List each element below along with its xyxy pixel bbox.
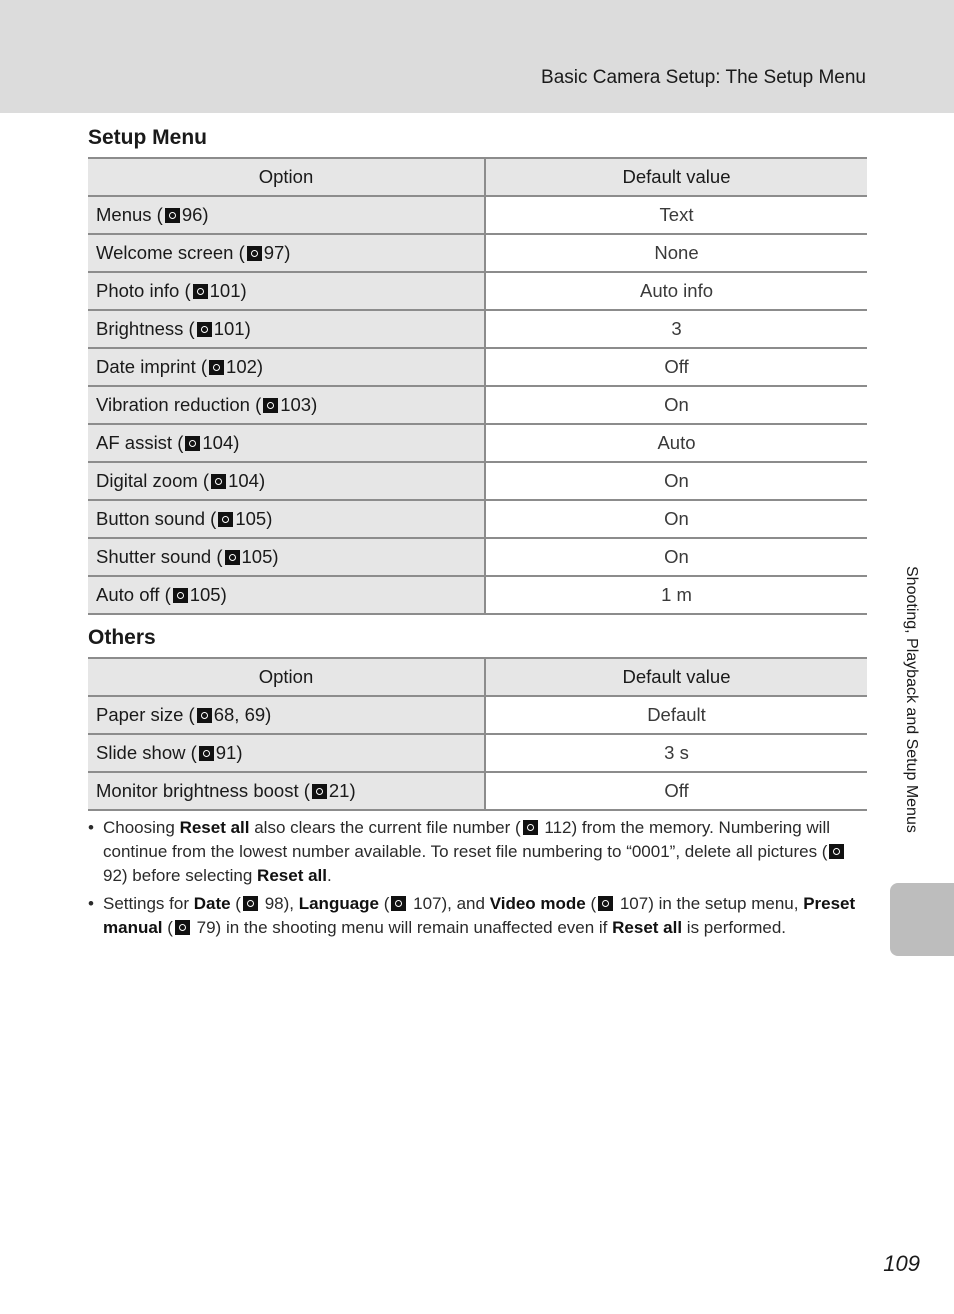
- page-reference-icon: [225, 550, 240, 565]
- page-reference-icon: [243, 896, 258, 911]
- others-table: [88, 657, 867, 811]
- page-reference-icon: [193, 284, 208, 299]
- default-value-cell: On: [485, 538, 867, 576]
- default-value-cell: On: [485, 500, 867, 538]
- table-header-row: [88, 658, 867, 696]
- side-section-label: Shooting, Playback and Setup Menus: [903, 566, 920, 833]
- page-reference-icon: [165, 208, 180, 223]
- note-reset-file-number: • Choosing Reset all also clears the current file number ( 112) from the memory. Numbering will continue from the lowest number available. To reset file numbering to “0001”, delete all pictures ( 92) before selecting Reset all.: [88, 816, 868, 888]
- others-title: Others: [88, 626, 156, 649]
- page-reference-icon: [209, 360, 224, 375]
- table-row: [88, 310, 867, 348]
- option-cell: Button sound ( 105): [88, 500, 485, 538]
- side-section-tab: [890, 883, 954, 956]
- option-column-header: Option: [88, 658, 485, 696]
- default-value-cell: 1 m: [485, 576, 867, 614]
- option-cell: Brightness ( 101): [88, 310, 485, 348]
- page-reference-icon: [173, 588, 188, 603]
- default-value-cell: Auto info: [485, 272, 867, 310]
- option-cell: Welcome screen ( 97): [88, 234, 485, 272]
- header-title: Basic Camera Setup: The Setup Menu: [541, 67, 866, 88]
- table-row: [88, 424, 867, 462]
- option-column-header: Option: [88, 158, 485, 196]
- default-value-column-header: Default value: [485, 158, 867, 196]
- note-unaffected-settings: • Settings for Date ( 98), Language ( 107), and Video mode ( 107) in the setup menu, Preset manual ( 79) in the shooting menu will remain unaffected even if Reset all is performed.: [88, 892, 868, 940]
- table-row: [88, 576, 867, 614]
- option-cell: Vibration reduction ( 103): [88, 386, 485, 424]
- default-value-cell: Text: [485, 196, 867, 234]
- option-cell: Date imprint ( 102): [88, 348, 485, 386]
- default-value-cell: On: [485, 462, 867, 500]
- page-reference-icon: [598, 896, 613, 911]
- default-value-column-header: Default value: [485, 658, 867, 696]
- setup-menu-table: [88, 157, 867, 615]
- default-value-cell: Auto: [485, 424, 867, 462]
- option-cell: Shutter sound ( 105): [88, 538, 485, 576]
- page-reference-icon: [211, 474, 226, 489]
- table-row: [88, 348, 867, 386]
- page-reference-icon: [391, 896, 406, 911]
- setup-menu-title: Setup Menu: [88, 126, 207, 149]
- page-reference-icon: [197, 708, 212, 723]
- option-cell: Slide show ( 91): [88, 734, 485, 772]
- table-row: [88, 734, 867, 772]
- option-cell: AF assist ( 104): [88, 424, 485, 462]
- header-band: [0, 0, 954, 113]
- default-value-cell: Default: [485, 696, 867, 734]
- table-row: [88, 772, 867, 810]
- page-number: 109: [883, 1251, 920, 1276]
- table-row: [88, 696, 867, 734]
- page-reference-icon: [247, 246, 262, 261]
- page-reference-icon: [218, 512, 233, 527]
- page-reference-icon: [312, 784, 327, 799]
- option-cell: Monitor brightness boost ( 21): [88, 772, 485, 810]
- default-value-cell: 3: [485, 310, 867, 348]
- option-cell: Photo info ( 101): [88, 272, 485, 310]
- page-reference-icon: [199, 746, 214, 761]
- table-row: [88, 538, 867, 576]
- page-reference-icon: [829, 844, 844, 859]
- default-value-cell: None: [485, 234, 867, 272]
- default-value-cell: Off: [485, 348, 867, 386]
- option-cell: Auto off ( 105): [88, 576, 485, 614]
- table-row: [88, 386, 867, 424]
- page-reference-icon: [197, 322, 212, 337]
- default-value-cell: 3 s: [485, 734, 867, 772]
- default-value-cell: On: [485, 386, 867, 424]
- table-header-row: [88, 158, 867, 196]
- table-row: [88, 272, 867, 310]
- option-cell: Digital zoom ( 104): [88, 462, 485, 500]
- table-row: [88, 234, 867, 272]
- option-cell: Menus ( 96): [88, 196, 485, 234]
- table-row: [88, 462, 867, 500]
- notes-list: [88, 816, 868, 944]
- page-reference-icon: [185, 436, 200, 451]
- page-reference-icon: [523, 820, 538, 835]
- table-row: [88, 500, 867, 538]
- default-value-cell: Off: [485, 772, 867, 810]
- option-cell: Paper size ( 68, 69): [88, 696, 485, 734]
- table-row: [88, 196, 867, 234]
- page-reference-icon: [263, 398, 278, 413]
- page-reference-icon: [175, 920, 190, 935]
